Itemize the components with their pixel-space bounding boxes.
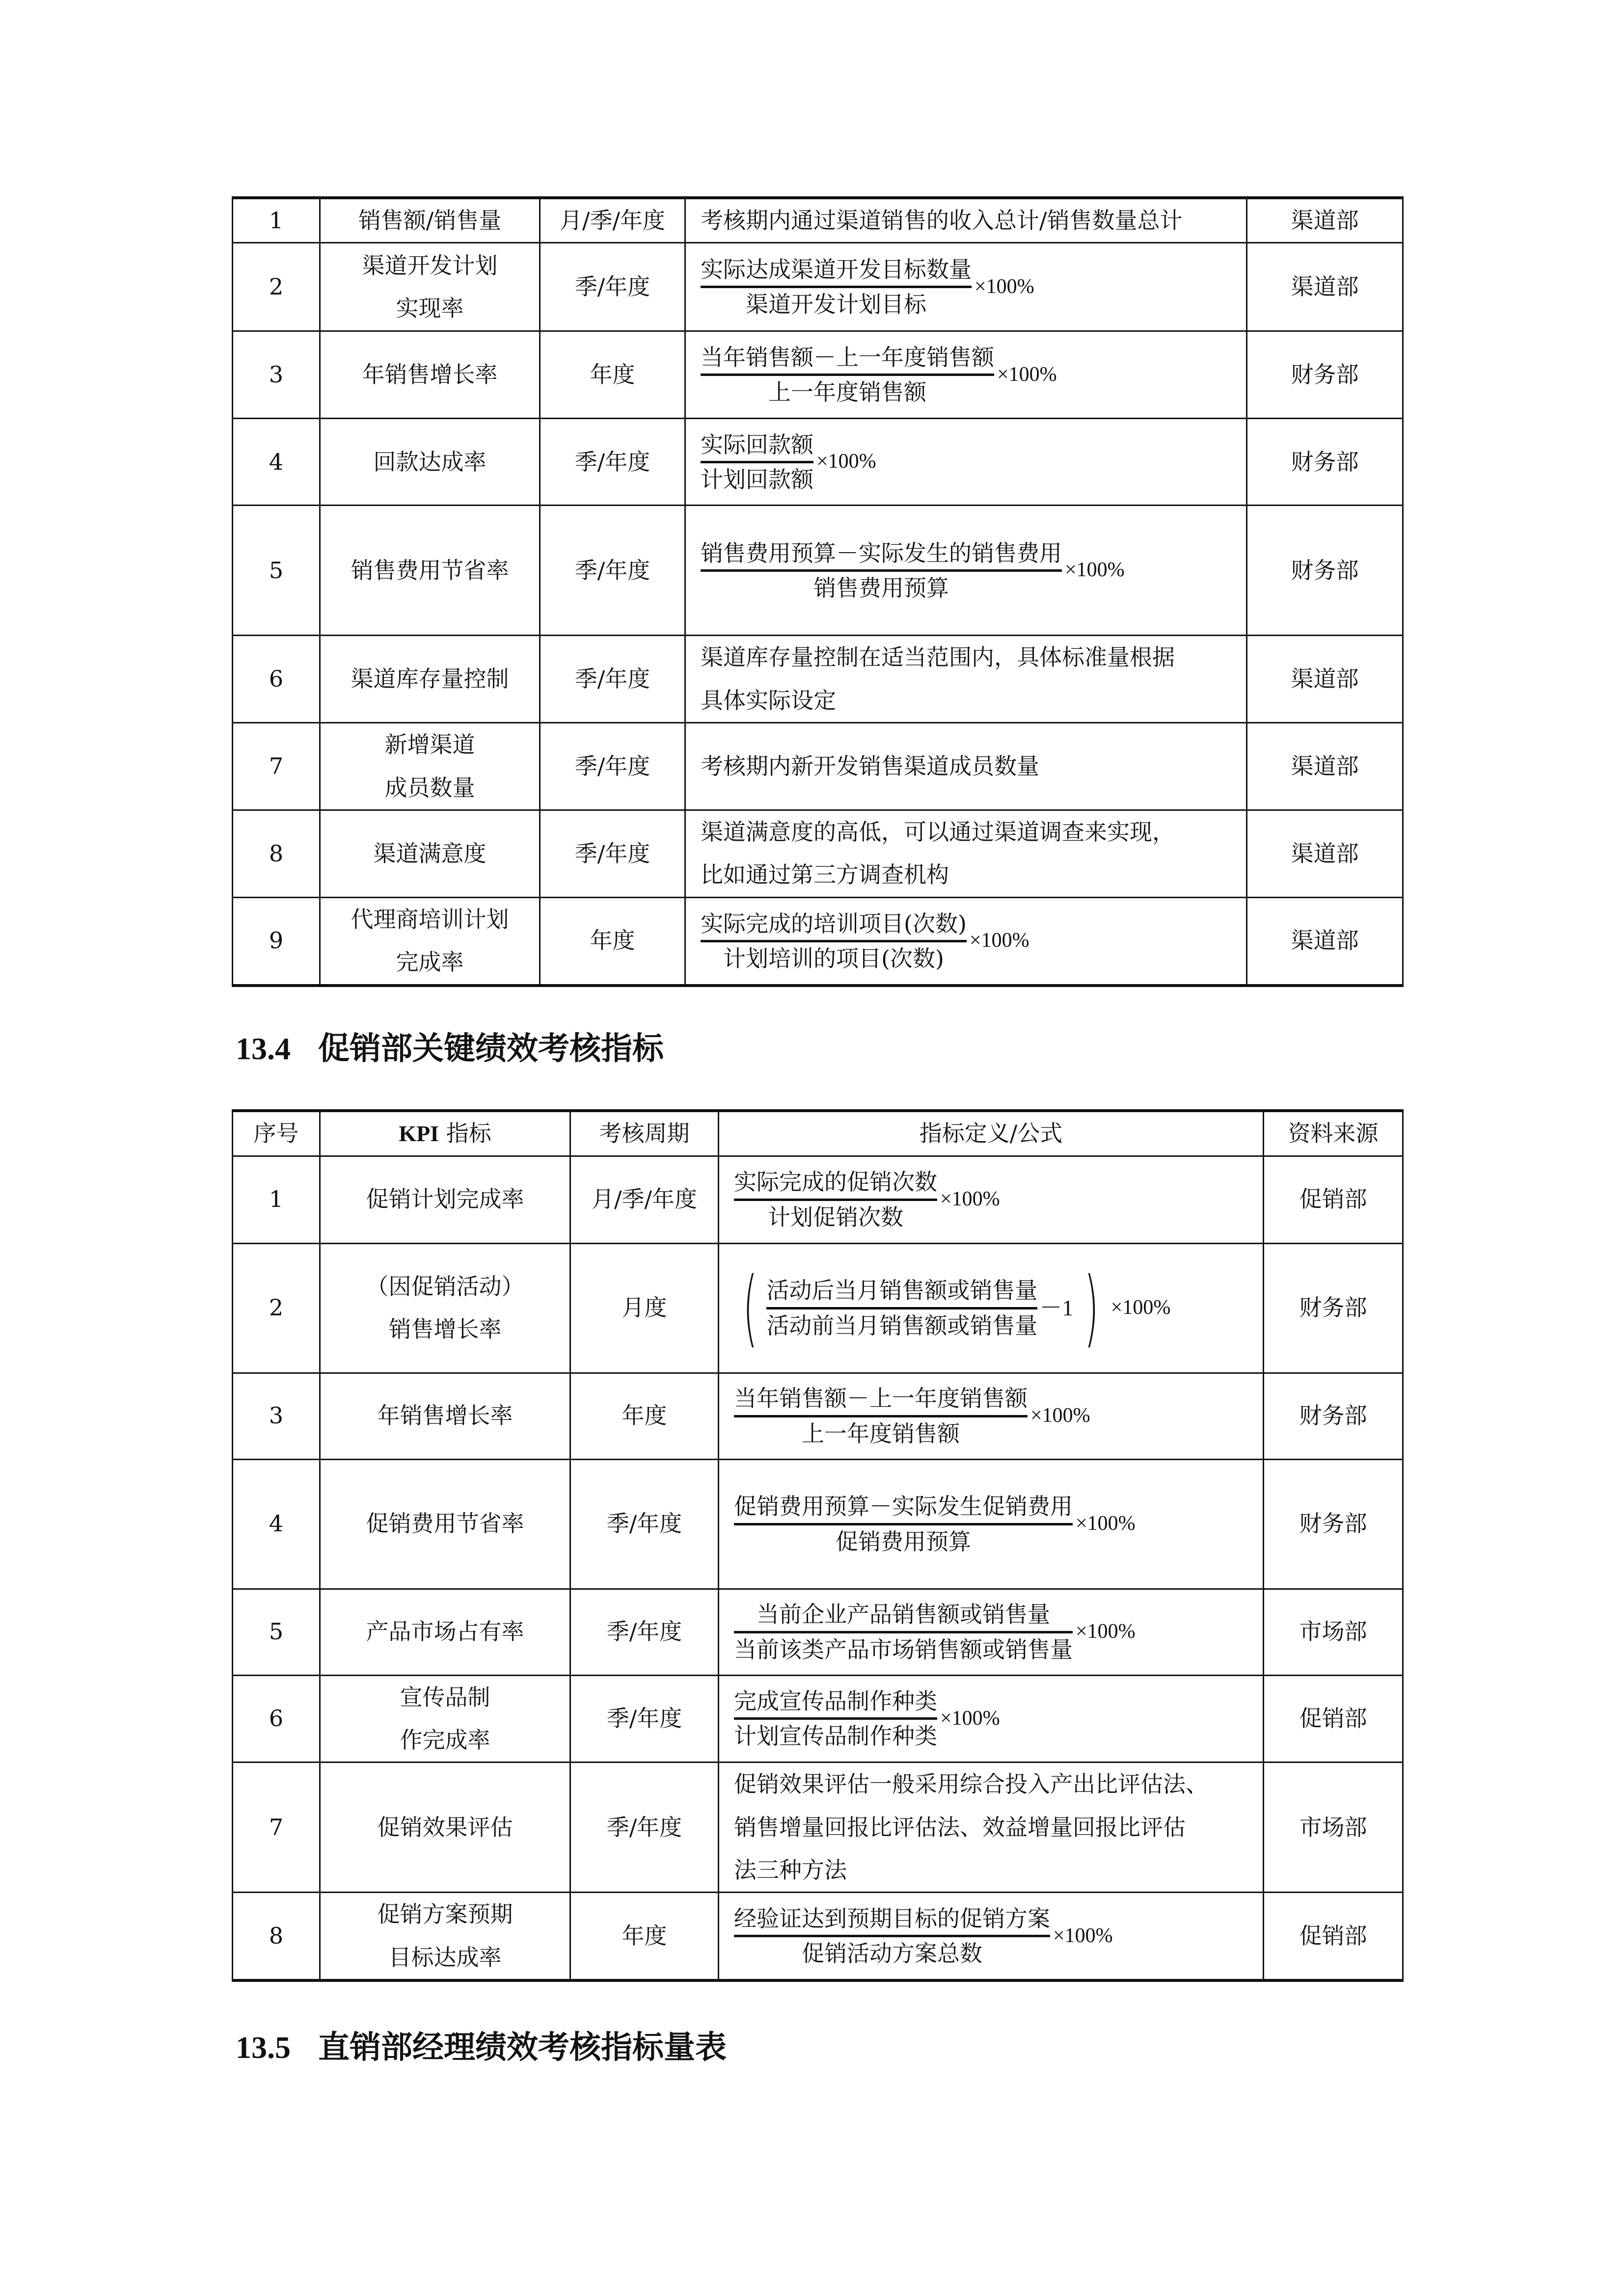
formula <box>701 254 1034 320</box>
promotion-kpi-table-body <box>233 1156 1403 1980</box>
cell-definition <box>719 1243 1264 1373</box>
cell-no: 6 <box>233 1675 320 1762</box>
fraction-bar <box>701 461 813 463</box>
cell-source: 促销部 <box>1264 1675 1403 1762</box>
cell-period: 季/年度 <box>570 1589 719 1675</box>
section-heading-13-5 <box>236 2022 727 2067</box>
cell-source: 渠道部 <box>1247 810 1403 897</box>
cell-period: 季/年度 <box>540 419 685 506</box>
definition-line: 考核期内新开发销售渠道成员数量 <box>701 752 1039 779</box>
cell-definition <box>719 1675 1264 1762</box>
formula-multiplier: ×100% <box>997 363 1057 386</box>
cell-kpi <box>320 1459 570 1589</box>
formula-denominator: 渠道开发计划目标 <box>746 291 926 318</box>
fraction-bar <box>701 374 994 376</box>
table-row <box>233 1459 1403 1589</box>
formula <box>734 1383 1090 1448</box>
cell-period: 季/年度 <box>570 1675 719 1762</box>
header-no: 序号 <box>233 1111 320 1156</box>
kpi-line: 销售费用节省率 <box>351 557 509 584</box>
cell-kpi <box>320 198 540 243</box>
table-row <box>233 1156 1403 1243</box>
cell-definition <box>685 506 1247 636</box>
formula-multiplier: ×100% <box>1065 559 1125 582</box>
kpi-line: 销售增长率 <box>388 1316 502 1342</box>
cell-kpi <box>320 1589 570 1675</box>
cell-source: 渠道部 <box>1247 636 1403 723</box>
formula-multiplier: ×100% <box>940 1707 1000 1730</box>
section-title: 直销部经理绩效考核指标量表 <box>318 2029 727 2066</box>
definition-line: 渠道库存量控制在适当范围内，具体标准量根据 <box>701 644 1175 671</box>
kpi-line: 目标达成率 <box>388 1944 502 1971</box>
kpi-line: 实现率 <box>396 294 464 321</box>
cell-definition <box>685 198 1247 243</box>
cell-no: 8 <box>233 1893 320 1980</box>
formula-numerator: 实际达成渠道开发目标数量 <box>701 256 972 283</box>
cell-period: 年度 <box>540 331 685 419</box>
cell-definition <box>719 1373 1264 1459</box>
definition-line: 考核期内通过渠道销售的收入总计/销售数量总计 <box>701 207 1183 234</box>
fraction <box>734 1491 1073 1556</box>
cell-source: 促销部 <box>1264 1893 1403 1980</box>
formula <box>701 908 1029 974</box>
fraction <box>701 538 1062 603</box>
left-paren-icon: ( <box>743 1259 758 1357</box>
kpi-line: 促销计划完成率 <box>366 1186 524 1213</box>
cell-period: 月/季/年度 <box>540 198 685 243</box>
cell-source: 财务部 <box>1247 419 1403 506</box>
formula <box>701 538 1125 603</box>
formula-multiplier: ×100% <box>1076 1620 1136 1643</box>
cell-no: 3 <box>233 331 320 419</box>
table-row <box>233 810 1403 897</box>
fraction-bar <box>701 286 972 288</box>
table-row <box>233 1762 1403 1893</box>
definition-line: 比如通过第三方调查机构 <box>701 861 949 888</box>
cell-kpi <box>320 243 540 331</box>
cell-period: 季/年度 <box>540 243 685 331</box>
cell-definition <box>685 419 1247 506</box>
table-row <box>233 331 1403 419</box>
cell-kpi <box>320 1762 570 1893</box>
cell-definition <box>719 1762 1264 1893</box>
fraction-bar <box>701 569 1062 572</box>
kpi-line: 促销方案预期 <box>377 1901 513 1928</box>
formula-denominator: 计划宣传品制作种类 <box>734 1723 937 1750</box>
cell-source: 渠道部 <box>1247 198 1403 243</box>
fraction <box>701 908 967 974</box>
formula-denominator: 促销活动方案总数 <box>802 1940 982 1967</box>
formula <box>701 429 876 495</box>
cell-no: 4 <box>233 1459 320 1589</box>
section-number: 13.4 <box>236 1031 291 1066</box>
cell-source: 市场部 <box>1264 1762 1403 1893</box>
table-row <box>233 723 1403 810</box>
cell-no: 5 <box>233 1589 320 1675</box>
formula-denominator: 上一年度销售额 <box>802 1420 960 1447</box>
formula <box>734 1903 1113 1969</box>
formula-multiplier: ×100% <box>940 1188 1000 1211</box>
formula-multiplier: ×100% <box>969 929 1029 952</box>
section-title: 促销部关键绩效考核指标 <box>318 1030 664 1067</box>
cell-source: 财务部 <box>1264 1373 1403 1459</box>
cell-source: 促销部 <box>1264 1156 1403 1243</box>
formula-multiplier: ×100% <box>1030 1404 1090 1427</box>
header-definition: 指标定义/公式 <box>719 1111 1264 1156</box>
fraction <box>734 1167 937 1232</box>
cell-no: 2 <box>233 243 320 331</box>
cell-no: 7 <box>233 723 320 810</box>
cell-source: 财务部 <box>1247 331 1403 419</box>
header-kpi-suffix: 指标 <box>439 1120 491 1147</box>
table-header-row <box>233 1111 1403 1156</box>
cell-no: 7 <box>233 1762 320 1893</box>
kpi-line: 销售额/销售量 <box>358 207 502 234</box>
formula-numerator: 活动后当月销售额或销售量 <box>766 1277 1038 1304</box>
kpi-line: 作完成率 <box>400 1726 490 1753</box>
cell-period: 季/年度 <box>570 1762 719 1893</box>
cell-kpi <box>320 810 540 897</box>
fraction <box>701 254 972 320</box>
cell-definition <box>685 243 1247 331</box>
formula-denominator: 计划促销次数 <box>768 1203 903 1230</box>
fraction <box>734 1686 937 1751</box>
cell-kpi <box>320 419 540 506</box>
promotion-kpi-table <box>232 1109 1404 1982</box>
formula-numerator: 实际回款额 <box>701 431 813 458</box>
fraction <box>701 429 813 495</box>
formula <box>734 1599 1136 1664</box>
cell-period: 季/年度 <box>540 506 685 636</box>
formula <box>734 1259 1171 1357</box>
formula-numerator: 销售费用预算－实际发生的销售费用 <box>701 539 1062 566</box>
formula-denominator: 上一年度销售额 <box>768 379 926 406</box>
cell-source: 财务部 <box>1264 1459 1403 1589</box>
kpi-line: 年销售增长率 <box>362 361 498 388</box>
formula-multiplier: ×100% <box>816 450 876 473</box>
fraction-bar <box>766 1307 1037 1309</box>
kpi-line: 成员数量 <box>384 774 475 801</box>
cell-definition <box>685 897 1247 985</box>
cell-kpi <box>320 1243 570 1373</box>
fraction-bar <box>734 1717 937 1720</box>
formula-numerator: 当年销售额－上一年度销售额 <box>701 344 994 371</box>
cell-no: 4 <box>233 419 320 506</box>
definition-line: 法三种方法 <box>734 1857 847 1884</box>
cell-period: 季/年度 <box>540 636 685 723</box>
cell-period: 年度 <box>540 897 685 985</box>
formula <box>734 1167 1000 1232</box>
formula <box>734 1491 1136 1556</box>
cell-no: 1 <box>233 198 320 243</box>
formula <box>734 1686 1000 1751</box>
fraction-bar <box>734 1415 1028 1417</box>
cell-no: 6 <box>233 636 320 723</box>
cell-kpi <box>320 506 540 636</box>
formula-numerator: 当前企业产品销售额或销售量 <box>757 1601 1050 1628</box>
cell-kpi <box>320 723 540 810</box>
formula-minus-one: －1 <box>1039 1295 1074 1321</box>
cell-kpi <box>320 331 540 419</box>
channel-kpi-table <box>232 196 1404 987</box>
kpi-line: 促销效果评估 <box>377 1814 513 1841</box>
cell-source: 财务部 <box>1264 1243 1403 1373</box>
cell-period: 月/季/年度 <box>570 1156 719 1243</box>
cell-kpi <box>320 1156 570 1243</box>
table-row <box>233 1589 1403 1675</box>
cell-period: 年度 <box>570 1373 719 1459</box>
formula-multiplier: ×100% <box>1110 1296 1171 1319</box>
header-kpi <box>320 1111 570 1156</box>
kpi-line: 年销售增长率 <box>377 1402 513 1429</box>
formula-multiplier: ×100% <box>974 275 1034 298</box>
formula-numerator: 实际完成的培训项目(次数) <box>701 910 967 937</box>
formula-numerator: 完成宣传品制作种类 <box>734 1688 937 1715</box>
cell-definition <box>719 1589 1264 1675</box>
cell-definition <box>685 723 1247 810</box>
table-row <box>233 506 1403 636</box>
header-kpi-prefix: KPI <box>399 1121 439 1147</box>
cell-definition <box>719 1459 1264 1589</box>
kpi-line: 代理商培训计划 <box>351 906 509 933</box>
formula-denominator: 计划回款额 <box>701 466 813 493</box>
formula-denominator: 当前该类产品市场销售额或销售量 <box>734 1636 1073 1663</box>
cell-period: 季/年度 <box>540 810 685 897</box>
channel-kpi-table-body <box>233 198 1403 986</box>
cell-no: 2 <box>233 1243 320 1373</box>
kpi-line: 完成率 <box>396 949 464 976</box>
kpi-line: 促销费用节省率 <box>366 1510 524 1537</box>
kpi-line: 渠道满意度 <box>373 840 487 867</box>
cell-kpi <box>320 1373 570 1459</box>
kpi-line: 回款达成率 <box>373 448 487 475</box>
section-heading-13-4 <box>236 1023 664 1068</box>
table-row <box>233 1675 1403 1762</box>
formula-denominator: 活动前当月销售额或销售量 <box>766 1312 1038 1339</box>
fraction-bar <box>734 1631 1073 1633</box>
cell-definition <box>685 636 1247 723</box>
formula-numerator: 促销费用预算－实际发生促销费用 <box>734 1493 1073 1520</box>
cell-no: 1 <box>233 1156 320 1243</box>
cell-definition <box>719 1893 1264 1980</box>
formula <box>701 342 1057 407</box>
definition-line: 销售增量回报比评估法、效益增量回报比评估 <box>734 1814 1186 1841</box>
cell-kpi <box>320 897 540 985</box>
cell-kpi <box>320 1675 570 1762</box>
formula-multiplier: ×100% <box>1076 1512 1136 1535</box>
fraction-bar <box>701 940 967 942</box>
cell-source: 市场部 <box>1264 1589 1403 1675</box>
cell-no: 5 <box>233 506 320 636</box>
fraction <box>734 1599 1073 1664</box>
cell-period: 季/年度 <box>540 723 685 810</box>
header-source: 资料来源 <box>1264 1111 1403 1156</box>
fraction <box>734 1903 1050 1969</box>
table-row <box>233 419 1403 506</box>
cell-period: 月度 <box>570 1243 719 1373</box>
table-row <box>233 1373 1403 1459</box>
cell-source: 财务部 <box>1247 506 1403 636</box>
cell-definition <box>685 810 1247 897</box>
cell-period: 年度 <box>570 1893 719 1980</box>
header-period: 考核周期 <box>570 1111 719 1156</box>
kpi-line: 产品市场占有率 <box>366 1618 524 1645</box>
table-row <box>233 1893 1403 1980</box>
formula-multiplier: ×100% <box>1053 1924 1113 1947</box>
cell-no: 3 <box>233 1373 320 1459</box>
formula-denominator: 促销费用预算 <box>836 1528 971 1555</box>
table-row <box>233 198 1403 243</box>
formula-denominator: 销售费用预算 <box>813 574 949 601</box>
formula-numerator: 经验证达到预期目标的促销方案 <box>734 1905 1050 1932</box>
cell-source: 渠道部 <box>1247 897 1403 985</box>
kpi-line: 宣传品制 <box>400 1683 490 1710</box>
definition-line: 具体实际设定 <box>701 687 836 714</box>
cell-no: 8 <box>233 810 320 897</box>
cell-source: 渠道部 <box>1247 243 1403 331</box>
fraction <box>734 1383 1028 1448</box>
formula-denominator: 计划培训的项目(次数) <box>723 945 944 972</box>
kpi-line: 渠道开发计划 <box>362 252 498 279</box>
fraction <box>766 1275 1037 1340</box>
cell-kpi <box>320 1893 570 1980</box>
fraction-bar <box>734 1935 1050 1937</box>
section-number: 13.5 <box>236 2030 291 2065</box>
cell-no: 9 <box>233 897 320 985</box>
fraction <box>701 342 994 407</box>
kpi-line: （因促销活动） <box>366 1273 524 1300</box>
cell-definition <box>685 331 1247 419</box>
definition-line: 渠道满意度的高低，可以通过渠道调查来实现， <box>701 818 1175 845</box>
table-row <box>233 1243 1403 1373</box>
formula-numerator: 当年销售额－上一年度销售额 <box>734 1385 1028 1412</box>
kpi-line: 渠道库存量控制 <box>351 666 509 693</box>
table-row <box>233 897 1403 985</box>
formula-numerator: 实际完成的促销次数 <box>734 1169 937 1196</box>
kpi-line: 新增渠道 <box>384 731 475 758</box>
fraction-bar <box>734 1523 1073 1525</box>
cell-period: 季/年度 <box>570 1459 719 1589</box>
cell-definition <box>719 1156 1264 1243</box>
cell-source: 渠道部 <box>1247 723 1403 810</box>
table-row <box>233 636 1403 723</box>
cell-kpi <box>320 636 540 723</box>
definition-line: 促销效果评估一般采用综合投入产出比评估法、 <box>734 1771 1208 1798</box>
right-paren-icon: ) <box>1084 1259 1099 1357</box>
table-row <box>233 243 1403 331</box>
fraction-bar <box>734 1199 937 1201</box>
